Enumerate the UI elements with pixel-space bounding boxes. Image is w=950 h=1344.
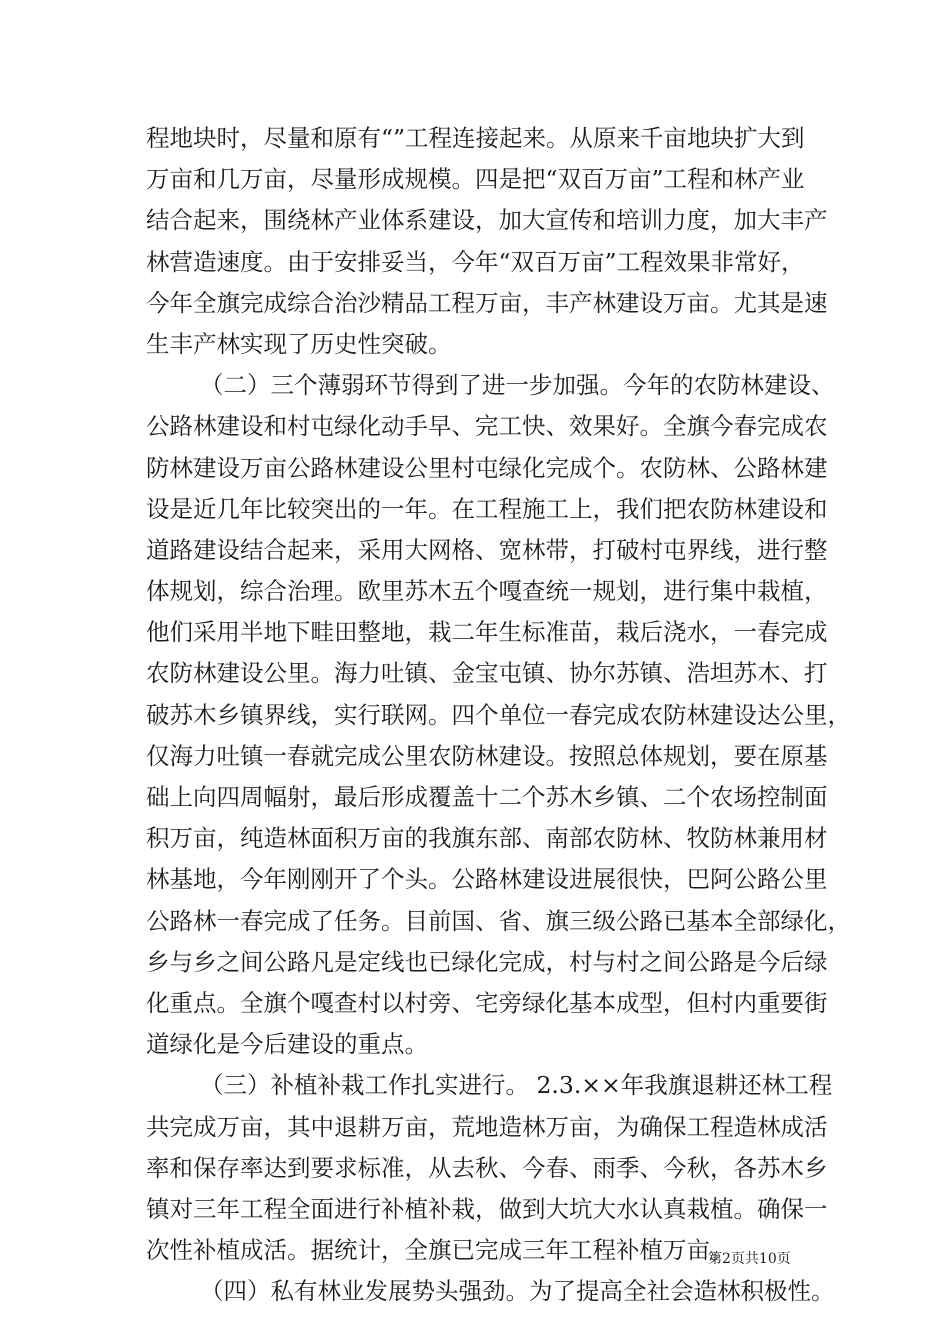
text-line: 破苏木乡镇界线，实行联网。四个单位一春完成农防林建设达公里， — [146, 700, 851, 729]
text-line: 率和保存率达到要求标准，从去秋、今春、雨季、今秋，各苏木乡 — [146, 1153, 828, 1182]
text-line: 结合起来，围绕林产业体系建设，加大宣传和培训力度，加大丰产 — [146, 206, 828, 235]
text-line: 生丰产林实现了历史性突破。 — [146, 329, 452, 358]
document-body — [146, 118, 851, 1312]
text-line: 防林建设万亩公路林建设公里村屯绿化完成个。农防林、公路林建 — [146, 453, 828, 482]
paragraph-start-line: （三）补植补栽工作扎实进行。 2.3.××年我旗退耕还林工程 — [200, 1071, 833, 1100]
text-line: 他们采用半地下畦田整地，栽二年生标准苗，栽后浇水，一春完成 — [146, 618, 828, 647]
text-line: 程地块时，尽量和原有“”工程连接起来。从原来千亩地块扩大到 — [146, 124, 805, 152]
paragraph-start-line: （四）私有林业发展势头强劲。为了提高全社会造林积极性。 — [200, 1277, 835, 1306]
paragraph-start-line: （二）三个薄弱环节得到了进一步加强。今年的农防林建设、 — [200, 371, 835, 400]
text-line: 今年全旗完成综合治沙精品工程万亩，丰产林建设万亩。尤其是速 — [146, 288, 828, 317]
text-line: 共完成万亩，其中退耕万亩，荒地造林万亩，为确保工程造林成活 — [146, 1112, 828, 1141]
page-number: 第2页共10页 — [708, 1251, 791, 1267]
text-line: 设是近几年比较突出的一年。在工程施工上，我们把农防林建设和 — [146, 494, 828, 523]
text-line: 乡与乡之间公路凡是定线也已绿化完成，村与村之间公路是今后绿 — [146, 947, 828, 976]
text-line: 公路林建设和村屯绿化动手早、完工快、效果好。全旗今春完成农 — [146, 412, 828, 441]
text-line: 道路建设结合起来，采用大网格、宽林带，打破村屯界线，进行整 — [146, 535, 828, 564]
text-line: 次性补植成活。据统计，全旗已完成三年工程补植万亩。 — [146, 1236, 734, 1265]
text-line: 农防林建设公里。海力吐镇、金宝屯镇、协尔苏镇、浩坦苏木、打 — [146, 659, 828, 688]
text-line: 仅海力吐镇一春就完成公里农防林建设。按照总体规划，要在原基 — [146, 741, 828, 770]
text-line: 础上向四周幅射，最后形成覆盖十二个苏木乡镇、二个农场控制面 — [146, 783, 828, 811]
text-line: 林营造速度。由于安排妥当，今年“双百万亩”工程效果非常好， — [146, 247, 805, 276]
text-line: 镇对三年工程全面进行补植补栽，做到大坑大水认真栽植。确保一 — [146, 1194, 828, 1223]
text-line: 体规划，综合治理。欧里苏木五个嘎查统一规划，进行集中栽植， — [146, 577, 828, 606]
text-line: 化重点。全旗个嘎查村以村旁、宅旁绿化基本成型，但村内重要街 — [146, 988, 828, 1017]
text-line: 万亩和几万亩，尽量形成规模。四是把“双百万亩”工程和林产业 — [146, 165, 805, 194]
text-line: 林基地，今年刚刚开了个头。公路林建设进展很快，巴阿公路公里 — [146, 865, 828, 894]
text-line: 积万亩，纯造林面积万亩的我旗东部、南部农防林、牧防林兼用材 — [146, 824, 828, 853]
text-line: 道绿化是今后建设的重点。 — [146, 1030, 428, 1059]
text-line: 公路林一春完成了任务。目前国、省、旗三级公路已基本全部绿化， — [146, 906, 851, 935]
